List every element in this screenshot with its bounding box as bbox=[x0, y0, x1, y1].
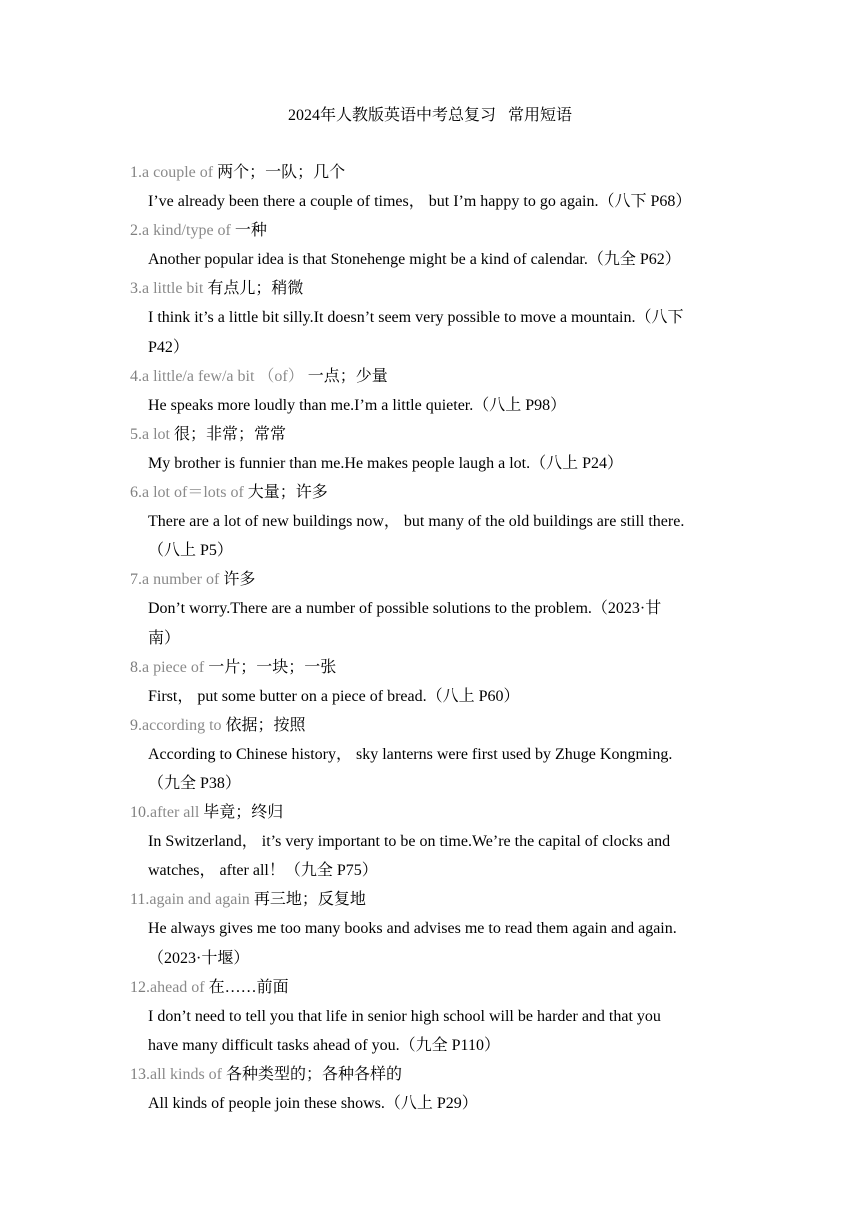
example-line: （八上 P5） bbox=[148, 542, 233, 560]
example-sentence bbox=[130, 914, 735, 972]
phrase-entry bbox=[130, 158, 735, 216]
phrase-meaning: 有点儿；稍微 bbox=[203, 280, 304, 298]
example-line: （九全 P38） bbox=[148, 774, 241, 792]
phrase-number: 5 bbox=[130, 425, 138, 443]
example-sentence bbox=[130, 1089, 735, 1118]
phrase-number: 10 bbox=[130, 804, 146, 822]
example-sentence bbox=[130, 449, 735, 478]
example-sentence bbox=[130, 245, 735, 274]
phrase-heading bbox=[130, 478, 735, 507]
example-sentence bbox=[130, 303, 735, 361]
phrase-meaning: 一片；一块；一张 bbox=[204, 658, 337, 676]
example-sentence bbox=[130, 187, 735, 216]
phrase-entry bbox=[130, 711, 735, 798]
phrase-text: .a kind/type of bbox=[138, 222, 231, 240]
phrase-heading bbox=[130, 420, 735, 449]
phrase-meaning: 一种 bbox=[230, 222, 267, 240]
phrase-meaning: 一点；少量 bbox=[303, 367, 388, 385]
example-sentence bbox=[130, 594, 735, 652]
phrase-number: 4 bbox=[130, 367, 138, 385]
phrase-number: 13 bbox=[130, 1065, 146, 1083]
example-line: My brother is funnier than me.He makes people laugh a lot.（八上 P24） bbox=[148, 454, 624, 472]
phrase-entry bbox=[130, 885, 735, 972]
example-line: In Switzerland， it’s very important to be on time.We’re the capital of clocks and bbox=[148, 833, 671, 851]
phrase-text: .according to bbox=[138, 716, 222, 734]
phrase-text: .ahead of bbox=[146, 978, 205, 996]
phrase-heading bbox=[130, 274, 735, 303]
example-sentence bbox=[130, 507, 735, 565]
phrase-entry bbox=[130, 1060, 735, 1118]
phrase-entry bbox=[130, 274, 735, 361]
example-line: I think it’s a little bit silly.It doesn’t seem very possible to move a mountain.（八下 bbox=[148, 309, 684, 327]
phrase-number: 3 bbox=[130, 280, 138, 298]
example-line: P42） bbox=[148, 338, 189, 356]
phrase-number: 7 bbox=[130, 571, 138, 589]
example-sentence bbox=[130, 682, 735, 711]
phrase-meaning: 两个；一队；几个 bbox=[213, 164, 346, 181]
phrase-list bbox=[130, 158, 735, 1118]
phrase-meaning: 很；非常；常常 bbox=[170, 425, 287, 443]
example-sentence bbox=[130, 1002, 735, 1060]
phrase-text: .a little/a few/a bit （of） bbox=[138, 367, 304, 385]
phrase-heading bbox=[130, 362, 735, 391]
phrase-text: .a number of bbox=[138, 571, 220, 589]
example-line: All kinds of people join these shows.（八上 P29） bbox=[148, 1095, 478, 1112]
phrase-text: .all kinds of bbox=[146, 1065, 222, 1083]
phrase-heading bbox=[130, 798, 735, 827]
phrase-number: 8 bbox=[130, 658, 138, 676]
phrase-heading bbox=[130, 158, 735, 187]
example-sentence bbox=[130, 740, 735, 798]
phrase-number: 9 bbox=[130, 716, 138, 734]
example-line: Don’t worry.There are a number of possible solutions to the problem.（2023·甘 bbox=[148, 600, 662, 618]
phrase-entry bbox=[130, 565, 735, 652]
phrase-meaning: 各种类型的；各种各样的 bbox=[222, 1065, 403, 1083]
phrase-heading bbox=[130, 885, 735, 914]
phrase-number: 12 bbox=[130, 978, 146, 996]
phrase-entry bbox=[130, 653, 735, 711]
phrase-meaning: 许多 bbox=[219, 571, 256, 589]
phrase-entry bbox=[130, 216, 735, 274]
phrase-text: .a little bit bbox=[138, 280, 204, 298]
example-line: watches， after all！（九全 P75） bbox=[148, 862, 378, 880]
example-line: First， put some butter on a piece of bread.（八上 P60） bbox=[148, 687, 520, 705]
phrase-heading bbox=[130, 973, 735, 1002]
example-sentence bbox=[130, 827, 735, 885]
phrase-entry bbox=[130, 362, 735, 420]
phrase-number: 2 bbox=[130, 222, 138, 240]
example-line: He speaks more loudly than me.I’m a little quieter.（八上 P98） bbox=[148, 396, 567, 414]
phrase-meaning: 毕竟；终归 bbox=[199, 804, 284, 822]
phrase-entry bbox=[130, 973, 735, 1060]
phrase-entry bbox=[130, 478, 735, 565]
phrase-meaning: 再三地；反复地 bbox=[249, 891, 366, 909]
phrase-meaning: 依据；按照 bbox=[221, 716, 306, 734]
example-sentence bbox=[130, 391, 735, 420]
example-line: There are a lot of new buildings now， but many of the old buildings are still there. bbox=[148, 513, 685, 531]
phrase-heading bbox=[130, 1060, 735, 1089]
example-line: I’ve already been there a couple of times， but I’m happy to go again.（八下 P68） bbox=[148, 193, 692, 211]
phrase-heading bbox=[130, 216, 735, 245]
phrase-number: 11 bbox=[130, 891, 146, 909]
phrase-text: .a lot bbox=[138, 425, 170, 443]
phrase-entry bbox=[130, 798, 735, 885]
phrase-number: 6 bbox=[130, 484, 138, 502]
example-line: I don’t need to tell you that life in senior high school will be harder and that you bbox=[148, 1007, 661, 1025]
example-line: He always gives me too many books and advises me to read them again and again. bbox=[148, 920, 677, 938]
example-line: According to Chinese history， sky lanterns were first used by Zhuge Kongming. bbox=[148, 745, 673, 763]
page-title: 2024年人教版英语中考总复习 常用短语 bbox=[287, 107, 572, 124]
example-line: （2023·十堰） bbox=[148, 949, 250, 967]
phrase-heading bbox=[130, 565, 735, 594]
phrase-text: .a couple of bbox=[138, 164, 214, 181]
phrase-text: .again and again bbox=[145, 891, 250, 909]
phrase-text: .a lot of＝lots of bbox=[138, 484, 244, 502]
phrase-heading bbox=[130, 653, 735, 682]
example-line: Another popular idea is that Stonehenge might be a kind of calendar.（九全 P62） bbox=[148, 251, 681, 269]
example-line: have many difficult tasks ahead of you.（九全 P110） bbox=[148, 1036, 500, 1054]
phrase-text: .a piece of bbox=[138, 658, 205, 676]
phrase-heading bbox=[130, 711, 735, 740]
phrase-meaning: 在……前面 bbox=[204, 978, 289, 996]
phrase-meaning: 大量；许多 bbox=[243, 484, 328, 502]
phrase-entry bbox=[130, 420, 735, 478]
example-line: 南） bbox=[148, 629, 181, 647]
phrase-number: 1 bbox=[130, 164, 138, 181]
phrase-text: .after all bbox=[146, 804, 200, 822]
